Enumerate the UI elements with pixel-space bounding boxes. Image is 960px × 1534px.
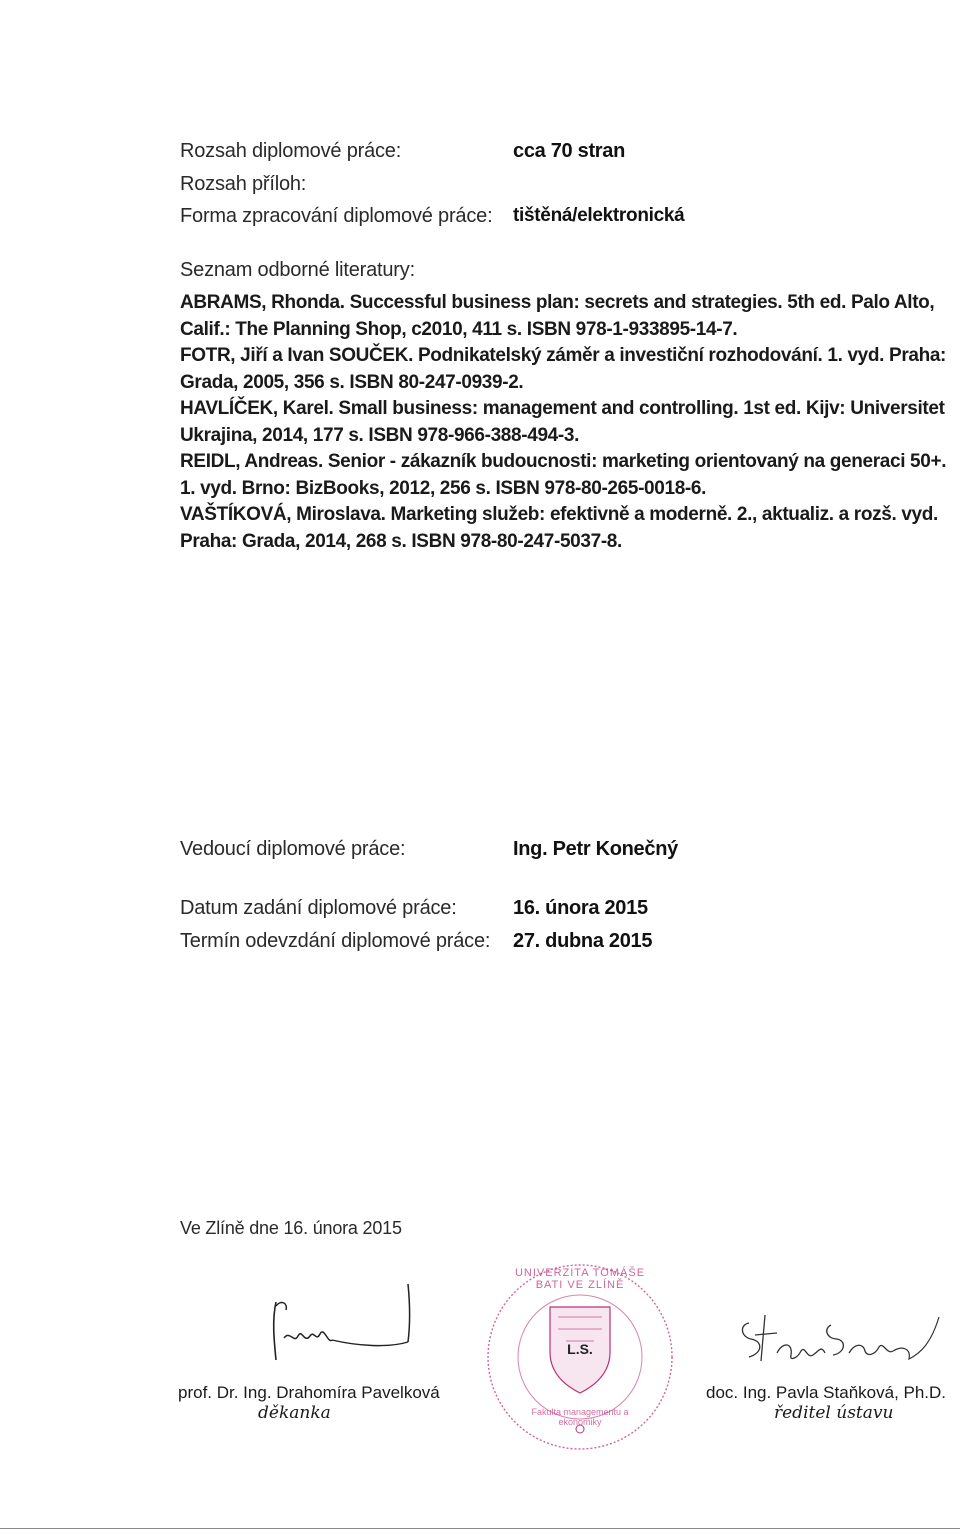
literature-line: REIDL, Andreas. Senior - zákazník budoucnosti: marketing orientovaný na generaci 50+. [180, 451, 947, 472]
literature-list [180, 290, 960, 555]
literature-line: Calif.: The Planning Shop, c2010, 411 s. ISBN 978-1-933895-14-7. [180, 318, 738, 340]
stamp-ring-text: UNIVERZITA TOMÁŠE BATI VE ZLÍNĚ [514, 1267, 646, 1291]
literature-line: ABRAMS, Rhonda. Successful business plan: secrets and strategies. 5th ed. Palo Alto, [180, 292, 935, 313]
stamp-inner-text: Fakulta managementu a ekonomiky [531, 1407, 629, 1427]
page-bottom-edge [0, 1528, 960, 1529]
datum-label: Datum zadání diplomové práce: [180, 897, 457, 919]
rozsah-value: cca 70 stran [513, 140, 626, 162]
literature-line: Grada, 2005, 356 s. ISBN 80-247-0939-2. [180, 371, 524, 393]
termin-label: Termín odevzdání diplomové práce: [180, 930, 491, 952]
official-stamp [480, 1257, 680, 1457]
rozsah-label: Rozsah diplomové práce: [180, 140, 402, 162]
literature-line: HAVLÍČEK, Karel. Small business: management and controlling. 1st ed. Kijv: Universitet [180, 398, 945, 419]
vedouci-value: Ing. Petr Konečný [513, 838, 678, 860]
forma-label: Forma zpracování diplomové práce: [180, 205, 493, 227]
termin-value: 27. dubna 2015 [513, 930, 653, 952]
signatory-left-role: děkanka [258, 1403, 331, 1423]
datum-value: 16. února 2015 [513, 897, 648, 919]
signature-left-image [258, 1280, 438, 1370]
forma-value: tištěná/elektronická [513, 205, 685, 226]
vedouci-label: Vedoucí diplomové práce: [180, 838, 406, 860]
prilohy-label: Rozsah příloh: [180, 173, 307, 195]
literature-line: VAŠTÍKOVÁ, Miroslava. Marketing služeb: efektivně a moderně. 2., aktualiz. a rozš. vyd. [180, 504, 938, 525]
signatory-left-name: prof. Dr. Ing. Drahomíra Pavelková [178, 1383, 440, 1402]
literature-heading: Seznam odborné literatury: [180, 259, 415, 281]
signatory-right-role: ředitel ústavu [774, 1403, 894, 1423]
literature-line: Ukrajina, 2014, 177 s. ISBN 978-966-388-494-3. [180, 424, 579, 446]
literature-line: Praha: Grada, 2014, 268 s. ISBN 978-80-247-5037-8. [180, 530, 622, 552]
place-date: Ve Zlíně dne 16. února 2015 [180, 1218, 402, 1238]
literature-line: 1. vyd. Brno: BizBooks, 2012, 256 s. ISBN 978-80-265-0018-6. [180, 477, 707, 499]
stamp-center-text: L.S. [567, 1341, 593, 1357]
literature-line: FOTR, Jiří a Ivan SOUČEK. Podnikatelský záměr a investiční rozhodování. 1. vyd. Praha: [180, 345, 947, 366]
signatory-right [706, 1383, 946, 1423]
signature-right-image [735, 1305, 945, 1375]
signatory-right-name: doc. Ing. Pavla Staňková, Ph.D. [706, 1383, 947, 1402]
signatory-left [178, 1383, 440, 1423]
